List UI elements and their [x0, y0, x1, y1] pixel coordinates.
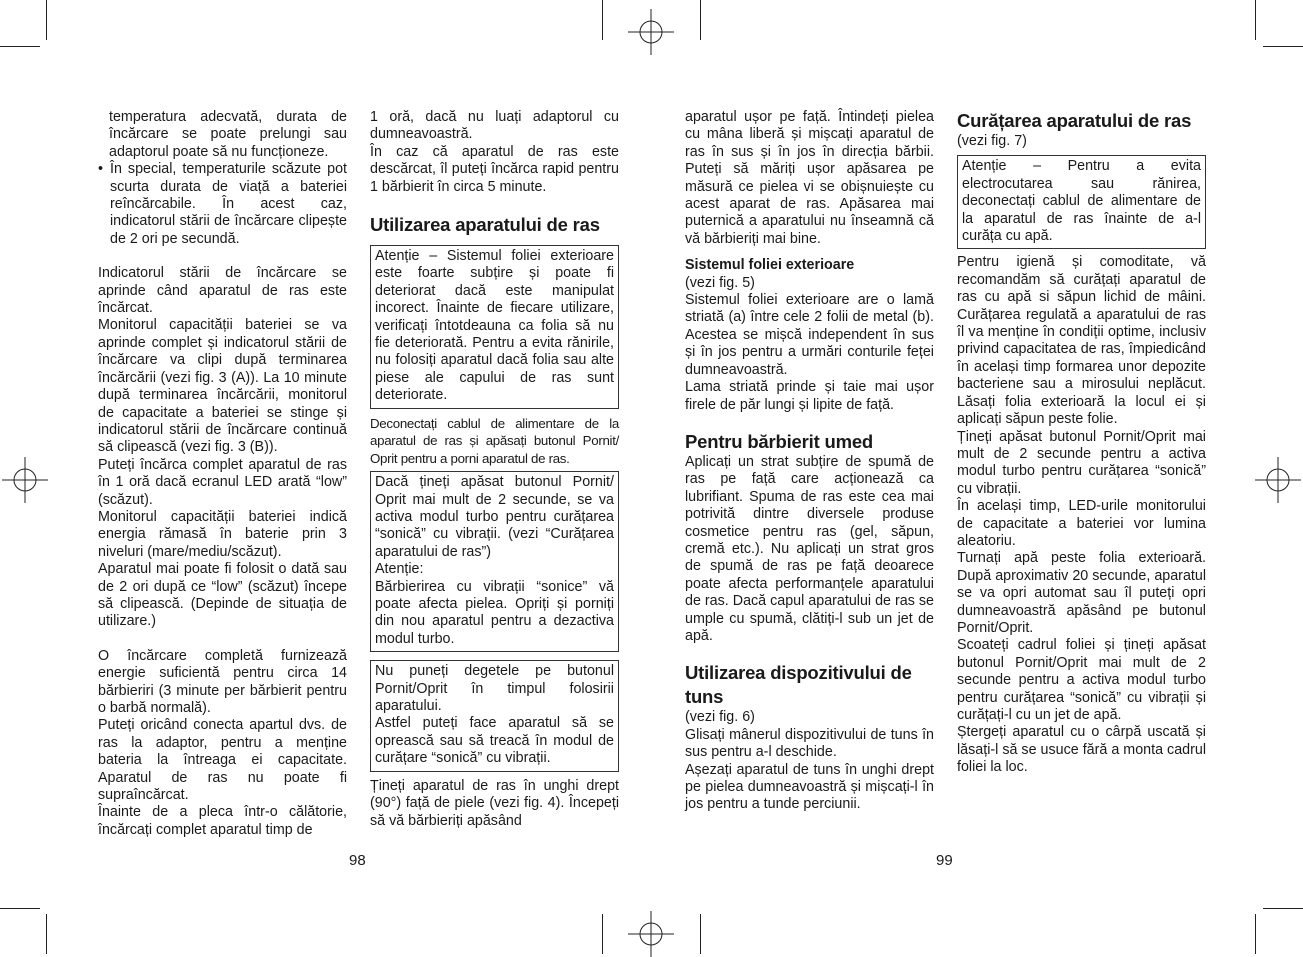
paragraph: Puteți oricând conecta apartul dvs. de ras la adaptor, pentru a menține bateria la întreaga ei capacitate. Aparatul de ras nu poate fi supraîncărcat.	[98, 717, 347, 804]
paragraph: Monitorul capacității bateriei indică energia rămasă în baterie prin 3 niveluri (mare/mediu/scăzut).	[98, 508, 347, 560]
crop-mark	[1263, 46, 1303, 47]
right-page-column-1	[685, 109, 934, 814]
paragraph: Aparatul mai poate fi folosit o dată sau de 2 ori după ce “low” (scăzut) începe să clipească. (Depinde de situația de utilizare.)	[98, 561, 347, 630]
paragraph: Astfel puteți face aparatul să se oprească sau să treacă în modul de curățare “sonică” cu vibrații.	[375, 715, 614, 767]
paragraph: Atenție – Pentru a evita electrocutarea sau rănirea, deconectați cablul de alimentare de la aparatul de ras înainte de a-l curăța cu apă.	[962, 158, 1201, 245]
paragraph: (vezi fig. 6)	[685, 709, 755, 726]
paragraph: Deconectați cablul de alimentare de la aparatul de ras și apăsați butonul Pornit/ Oprit pentru a porni aparatul de ras.	[370, 415, 619, 466]
registration-mark-icon	[2, 457, 48, 503]
paragraph: Glisați mânerul dispozitivului de tuns în sus pentru a-l deschide.	[685, 726, 934, 761]
paragraph: Bărbierirea cu vibrații “sonice” vă poate afecta pielea. Opriți și porniți din nou aparatul pentru a dezactiva modul turbo.	[375, 578, 614, 647]
crop-mark	[602, 914, 603, 954]
paragraph: O încărcare completă furnizează energie suficientă pentru circa 14 bărbieriri (3 minute per bărbierit pentru o barbă normală).	[98, 647, 347, 716]
paragraph: Turnați apă peste folia exterioară. După aproximativ 20 secunde, aparatul se va opri automat sau îl puteți opri dumneavoastră apăsând pe butonul Pornit/Oprit.	[957, 550, 1206, 636]
warning-box	[370, 245, 619, 409]
paragraph: Scoateți cadrul foliei și țineți apăsat butonul Pornit/Oprit mai mult de 2 secunde pentru a activa modul turbo pentru curățarea “sonică” cu vibrații și curățați-l cu un jet de apă.	[957, 637, 1206, 723]
paragraph: (vezi fig. 7)	[957, 133, 1027, 149]
paragraph: Atenție – Sistemul foliei exterioare este foarte subțire și poate fi deteriorat dacă este manipulat incorect. Înainte de fiecare utilizare, verificați întotdeauna ca folia să nu fie deteriorată. Pentru a evita rănirile, nu folosiți aparatul dacă folia sau alte piese ale capului de ras sunt deteriorate.	[375, 248, 614, 404]
crop-mark	[46, 914, 47, 954]
right-page-column-2	[957, 109, 1206, 777]
page-number: 99	[936, 852, 953, 869]
paragraph: aparatul ușor pe față. Întindeți pielea cu mâna liberă și mișcați aparatul de ras în sus și în jos în direcția bărbii. Puteți să măriți ușor apăsarea pe măsură ce pielea vi se obișnuiește cu acest aparat de ras. Apăsarea mai puternică a aparatului nu înseamnă că vă bărbieriți mai bine.	[685, 109, 934, 247]
paragraph: Țineți aparatul de ras în unghi drept (90°) față de piele (vezi fig. 4). Începeți să vă bărbieriți apăsând	[370, 777, 619, 829]
paragraph: temperatura adecvată, durata de încărcare se poate prelungi sau adaptorul poate să nu funcționeze.	[109, 109, 347, 160]
subheading: Sistemul foliei exterioare	[685, 257, 855, 274]
bullet-icon: •	[98, 161, 104, 178]
paragraph: Ștergeți aparatul cu o cârpă uscată și lăsați-l să se usuce fără a monta cadrul foliei la loc.	[957, 724, 1206, 776]
paragraph: Puteți încărca complet aparatul de ras în 1 oră dacă ecranul LED arată “low” (scăzut).	[98, 456, 347, 508]
info-box	[370, 660, 619, 771]
section-heading: Utilizarea aparatului de ras	[370, 214, 600, 236]
info-box	[370, 471, 619, 652]
paragraph: Atenție:	[375, 561, 424, 578]
crop-mark	[700, 914, 701, 954]
paragraph: Indicatorul stării de încărcare se aprinde când aparatul de ras este încărcat.	[98, 265, 347, 317]
bullet-item	[98, 161, 347, 248]
crop-mark	[700, 0, 701, 40]
paragraph: Sistemul foliei exterioare are o lamă striată (a) între cele 2 folii de metal (b). Acestea se mișcă independent în sus și în jos pentru a urmări conturile feței dumneavoastră.	[685, 292, 934, 378]
section-heading: Pentru bărbierit umed	[685, 430, 874, 452]
paragraph: Lama striată prinde și taie mai ușor firele de păr lungi și lipite de față.	[685, 379, 934, 413]
crop-mark	[0, 46, 40, 47]
paragraph: Înainte de a pleca într-o călătorie, încărcați complet aparatul timp de	[98, 804, 347, 838]
paragraph: Țineți apăsat butonul Pornit/Oprit mai mult de 2 secunde pentru a activa modul turbo pentru curățarea “sonică” cu vibrații.	[957, 428, 1206, 497]
paragraph: Nu puneți degetele pe butonul Pornit/Oprit în timpul folosirii aparatului.	[375, 663, 614, 715]
paragraph: Monitorul capacității bateriei se va aprinde complet și indicatorul stării de încărcare va clipi după terminarea încărcării (vezi fig. 3 (A)). La 10 minute după terminarea încărcării, monitorul de capacitate a bateriei se stinge și indicatorul stării de încărcare continuă să clipească (vezi fig. 3 (B)).	[98, 317, 347, 456]
crop-mark	[46, 0, 47, 40]
page-number: 98	[349, 852, 366, 869]
crop-mark	[1255, 0, 1256, 40]
crop-mark	[1263, 908, 1303, 909]
paragraph: (vezi fig. 5)	[685, 274, 755, 291]
registration-mark-icon	[628, 911, 674, 957]
paragraph: Așezați aparatul de tuns în unghi drept pe pielea dumneavoastră și mișcați-l în jos pentru a tunde perciunii.	[685, 761, 934, 813]
paragraph: În special, temperaturile scăzute pot scurta durata de viață a bateriei reîncărcabile. În acest caz, indicatorul stării de încărcare clipește de 2 ori pe secundă.	[110, 161, 347, 247]
section-heading: Curățarea aparatului de ras	[957, 110, 1192, 131]
paragraph: 1 oră, dacă nu luați adaptorul cu dumneavoastră.	[370, 109, 619, 143]
paragraph: În caz că aparatul de ras este descărcat, îl puteți încărca rapid pentru 1 bărbierit în circa 5 minute.	[370, 143, 619, 195]
paragraph: Aplicați un strat subțire de spumă de ras pe față care acționează ca lubrifiant. Spuma de ras este cea mai potrivită dintre diversele produse cosmetice pentru ras (gel, săpun, cremă etc.). Nu aplicați un strat gros de spumă de ras pe față deoarece poate afecta performanțele aparatului de ras. Dacă capul aparatului de ras se umple cu spumă, clătiți-l sub un jet de apă.	[685, 453, 934, 644]
warning-box	[957, 155, 1206, 249]
section-heading: Utilizarea dispozitivului de tuns	[685, 662, 912, 708]
left-page-column-2	[370, 109, 619, 830]
registration-mark-icon	[1255, 457, 1301, 503]
registration-mark-icon	[628, 9, 674, 55]
paragraph: În același timp, LED-urile monitorului de capacitate a bateriei vor lumina aleatoriu.	[957, 498, 1206, 549]
crop-mark	[0, 908, 40, 909]
left-page-column-1	[98, 109, 347, 839]
paragraph: Pentru igienă și comoditate, vă recomandăm să curățați aparatul de ras cu apă si săpun lichid de mâini. Curățarea regulată a aparatului de ras îl va menține în condiții optime, inclusiv privind capacitatea de ras, împiedicând în același timp formarea unor depozite bacteriene sau a mirosului neplăcut. Lăsați folia exterioară la locul ei și aplicați săpun peste folie.	[957, 254, 1206, 428]
crop-mark	[1255, 914, 1256, 954]
paragraph: Dacă țineți apăsat butonul Pornit/ Oprit mai mult de 2 secunde, se va activa modul turbo pentru curățarea “sonică” cu vibrații. (vezi “Curățarea aparatului de ras”)	[375, 474, 614, 560]
crop-mark	[602, 0, 603, 40]
